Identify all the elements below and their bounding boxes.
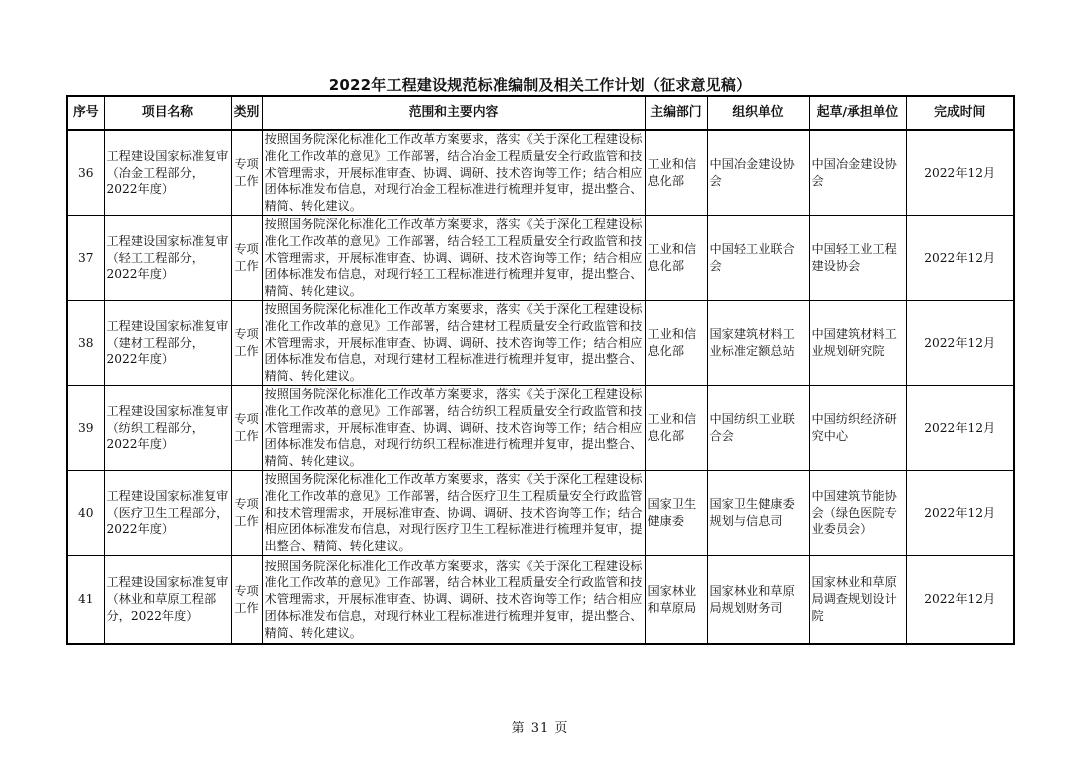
project-scope: 按照国务院深化标准化工作改革方案要求，落实《关于深化工程建设标准化工作改革的意见》工作部署，结合医疗卫生工程质量安全行政监管和技术管理需求，开展标准审查、协调、调研、技术咨询等工作；结合相应团体标准发布信息，对现行医疗卫生工程标准进行梳理并复审，提出整合、精简、转化建议。 bbox=[262, 470, 645, 555]
completion-date: 2022年12月 bbox=[906, 470, 1014, 555]
project-scope: 按照国务院深化标准化工作改革方案要求，落实《关于深化工程建设标准化工作改革的意见》工作部署，结合林业工程质量安全行政监管和技术管理需求，开展标准审查、协调、调研、技术咨询等工作；结合相应团体标准发布信息，对现行林业工程标准进行梳理并复审，提出整合、精简、转化建议。 bbox=[262, 555, 645, 644]
page-number: 第 31 页 bbox=[511, 721, 569, 736]
lead-department: 工业和信息化部 bbox=[645, 300, 707, 385]
row-number: 38 bbox=[67, 300, 104, 385]
completion-date: 2022年12月 bbox=[906, 385, 1014, 470]
organizing-unit: 国家林业和草原局规划财务司 bbox=[707, 555, 809, 644]
table-row bbox=[67, 300, 1014, 385]
completion-date: 2022年12月 bbox=[906, 130, 1014, 215]
project-type: 专项工作 bbox=[231, 130, 262, 215]
organizing-unit: 国家卫生健康委规划与信息司 bbox=[707, 470, 809, 555]
project-type: 专项工作 bbox=[231, 470, 262, 555]
project-name: 工程建设国家标准复审（建材工程部分，2022年度） bbox=[104, 300, 231, 385]
completion-date: 2022年12月 bbox=[906, 555, 1014, 644]
header-drafter: 起草/承担单位 bbox=[809, 96, 906, 130]
lead-department: 工业和信息化部 bbox=[645, 130, 707, 215]
project-type: 专项工作 bbox=[231, 555, 262, 644]
table-row bbox=[67, 555, 1014, 644]
header-name: 项目名称 bbox=[104, 96, 231, 130]
table-row bbox=[67, 215, 1014, 300]
project-name: 工程建设国家标准复审（冶金工程部分，2022年度） bbox=[104, 130, 231, 215]
header-type: 类别 bbox=[231, 96, 262, 130]
table-row bbox=[67, 385, 1014, 470]
project-scope: 按照国务院深化标准化工作改革方案要求，落实《关于深化工程建设标准化工作改革的意见》工作部署，结合纺织工程质量安全行政监管和技术管理需求，开展标准审查、协调、调研、技术咨询等工作；结合相应团体标准发布信息，对现行纺织工程标准进行梳理并复审，提出整合、精简、转化建议。 bbox=[262, 385, 645, 470]
row-number: 37 bbox=[67, 215, 104, 300]
header-dept: 主编部门 bbox=[645, 96, 707, 130]
drafting-unit: 中国建筑节能协会（绿色医院专业委员会） bbox=[809, 470, 906, 555]
drafting-unit: 中国轻工业工程建设协会 bbox=[809, 215, 906, 300]
table-row bbox=[67, 470, 1014, 555]
document-title: 2022年工程建设规范标准编制及相关工作计划（征求意见稿） bbox=[328, 76, 752, 94]
project-name: 工程建设国家标准复审（轻工工程部分，2022年度） bbox=[104, 215, 231, 300]
row-number: 41 bbox=[67, 555, 104, 644]
lead-department: 工业和信息化部 bbox=[645, 385, 707, 470]
drafting-unit: 中国冶金建设协会 bbox=[809, 130, 906, 215]
project-type: 专项工作 bbox=[231, 300, 262, 385]
project-name: 工程建设国家标准复审（医疗卫生工程部分，2022年度） bbox=[104, 470, 231, 555]
header-org: 组织单位 bbox=[707, 96, 809, 130]
drafting-unit: 国家林业和草原局调查规划设计院 bbox=[809, 555, 906, 644]
table-header-row bbox=[67, 96, 1014, 130]
project-scope: 按照国务院深化标准化工作改革方案要求，落实《关于深化工程建设标准化工作改革的意见》工作部署，结合轻工工程质量安全行政监管和技术管理需求，开展标准审查、协调、调研、技术咨询等工作；结合相应团体标准发布信息，对现行轻工工程标准进行梳理并复审，提出整合、精简、转化建议。 bbox=[262, 215, 645, 300]
project-name: 工程建设国家标准复审（纺织工程部分，2022年度） bbox=[104, 385, 231, 470]
completion-date: 2022年12月 bbox=[906, 215, 1014, 300]
project-type: 专项工作 bbox=[231, 385, 262, 470]
table-row bbox=[67, 130, 1014, 215]
organizing-unit: 国家建筑材料工业标准定额总站 bbox=[707, 300, 809, 385]
project-type: 专项工作 bbox=[231, 215, 262, 300]
organizing-unit: 中国轻工业联合会 bbox=[707, 215, 809, 300]
project-name: 工程建设国家标准复审（林业和草原工程部分，2022年度） bbox=[104, 555, 231, 644]
lead-department: 国家林业和草原局 bbox=[645, 555, 707, 644]
header-scope: 范围和主要内容 bbox=[262, 96, 645, 130]
project-scope: 按照国务院深化标准化工作改革方案要求，落实《关于深化工程建设标准化工作改革的意见》工作部署，结合冶金工程质量安全行政监管和技术管理需求，开展标准审查、协调、调研、技术咨询等工作；结合相应团体标准发布信息，对现行冶金工程标准进行梳理并复审，提出整合、精简、转化建议。 bbox=[262, 130, 645, 215]
header-date: 完成时间 bbox=[906, 96, 1014, 130]
header-no: 序号 bbox=[67, 96, 104, 130]
drafting-unit: 中国建筑材料工业规划研究院 bbox=[809, 300, 906, 385]
drafting-unit: 中国纺织经济研究中心 bbox=[809, 385, 906, 470]
row-number: 40 bbox=[67, 470, 104, 555]
lead-department: 国家卫生健康委 bbox=[645, 470, 707, 555]
project-scope: 按照国务院深化标准化工作改革方案要求，落实《关于深化工程建设标准化工作改革的意见》工作部署，结合建材工程质量安全行政监管和技术管理需求，开展标准审查、协调、调研、技术咨询等工作；结合相应团体标准发布信息，对现行建材工程标准进行梳理并复审，提出整合、精简、转化建议。 bbox=[262, 300, 645, 385]
organizing-unit: 中国纺织工业联合会 bbox=[707, 385, 809, 470]
work-plan-table bbox=[66, 95, 1015, 645]
lead-department: 工业和信息化部 bbox=[645, 215, 707, 300]
row-number: 36 bbox=[67, 130, 104, 215]
row-number: 39 bbox=[67, 385, 104, 470]
organizing-unit: 中国冶金建设协会 bbox=[707, 130, 809, 215]
completion-date: 2022年12月 bbox=[906, 300, 1014, 385]
